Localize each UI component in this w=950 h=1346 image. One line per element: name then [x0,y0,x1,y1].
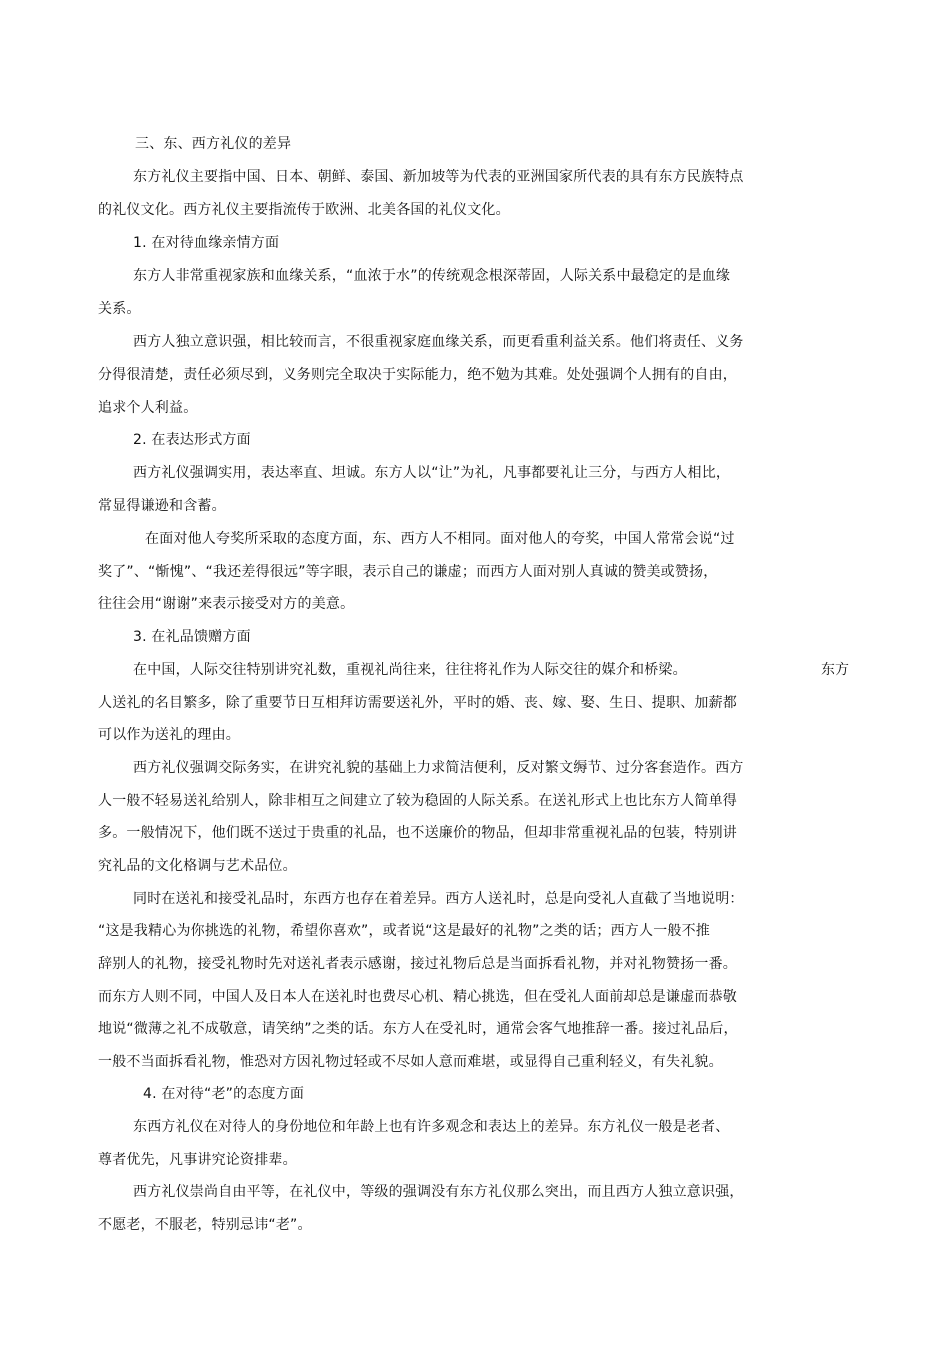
paragraph-line: 究礼品的文化格调与艺术品位。 [98,858,297,874]
subsection-heading-4: 4. 在对待“老”的态度方面 [143,1086,305,1102]
intro-line: 东方礼仪主要指中国、日本、朝鲜、泰国、新加坡等为代表的亚洲国家所代表的具有东方民族特点 [133,169,744,185]
intro-line: 的礼仪文化。西方礼仪主要指流传于欧洲、北美各国的礼仪文化。 [98,202,510,218]
paragraph-line: 而东方人则不同，中国人及日本人在送礼时也费尽心机、精心挑选，但在受礼人面前却总是谦虚而恭敬 [98,989,737,1005]
paragraph-line: 辞别人的礼物，接受礼物时先对送礼者表示感谢，接过礼物后总是当面拆看礼物，并对礼物赞扬一番。 [98,956,737,972]
paragraph-line: 西方人独立意识强，相比较而言，不很重视家庭血缘关系，而更看重利益关系。他们将责任、义务 [133,334,744,350]
paragraph-line-continuation: 东方 [821,662,849,678]
paragraph-line: 人送礼的名目繁多，除了重要节日互相拜访需要送礼外，平时的婚、丧、嫁、娶、生日、提职、加薪都 [98,695,737,711]
paragraph-line: 人一般不轻易送礼给别人，除非相互之间建立了较为稳固的人际关系。在送礼形式上也比东方人简单得 [98,793,737,809]
paragraph-line: 可以作为送礼的理由。 [98,727,240,743]
paragraph-line: 西方礼仪强调交际务实，在讲究礼貌的基础上力求简洁便利，反对繁文缛节、过分客套造作。西方 [133,760,744,776]
paragraph-line: 往往会用“谢谢”来表示接受对方的美意。 [98,596,355,612]
paragraph-line: 东西方礼仪在对待人的身份地位和年龄上也有许多观念和表达上的差异。东方礼仪一般是老者、 [133,1119,730,1135]
subsection-heading-2: 2. 在表达形式方面 [133,432,251,448]
paragraph-line: 分得很清楚，责任必须尽到，义务则完全取决于实际能力，绝不勉为其难。处处强调个人拥有的自由， [98,367,737,383]
paragraph-line: 西方礼仪崇尚自由平等，在礼仪中，等级的强调没有东方礼仪那么突出，而且西方人独立意识强， [133,1184,744,1200]
subsection-heading-3: 3. 在礼品馈赠方面 [133,629,251,645]
paragraph-line: 一般不当面拆看礼物，惟恐对方因礼物过轻或不尽如人意而难堪，或显得自己重利轻义，有失礼貌。 [98,1054,723,1070]
paragraph-line: 多。一般情况下，他们既不送过于贵重的礼品，也不送廉价的物品，但却非常重视礼品的包装，特别讲 [98,825,737,841]
paragraph-line: 常显得谦逊和含蓄。 [98,498,226,514]
paragraph-line: 在中国，人际交往特别讲究礼数，重视礼尚往来，往往将礼作为人际交往的媒介和桥梁。 [133,662,687,678]
paragraph-line: 不愿老，不服老，特别忌讳“老”。 [98,1217,312,1233]
paragraph-line: 尊者优先，凡事讲究论资排辈。 [98,1152,297,1168]
paragraph-line: 地说“微薄之礼不成敬意，请笑纳”之类的话。东方人在受礼时，通常会客气地推辞一番。接过礼品后， [98,1021,738,1037]
paragraph-line: 同时在送礼和接受礼品时，东西方也存在着差异。西方人送礼时，总是向受礼人直截了当地说明： [133,891,744,907]
paragraph-line: 东方人非常重视家族和血缘关系，“血浓于水”的传统观念根深蒂固，人际关系中最稳定的是血缘 [133,268,731,284]
section-heading: 三、东、西方礼仪的差异 [135,136,292,152]
paragraph-line: “这是我精心为你挑选的礼物，希望你喜欢”，或者说“这是最好的礼物”之类的话；西方人一般不推 [98,923,711,939]
paragraph-line: 关系。 [98,301,141,317]
paragraph-line: 西方礼仪强调实用，表达率直、坦诚。东方人以“让”为礼，凡事都要礼让三分，与西方人相比， [133,465,731,481]
paragraph-line: 在面对他人夸奖所采取的态度方面，东、西方人不相同。面对他人的夸奖，中国人常常会说“过 [145,531,735,547]
paragraph-line: 奖了”、“惭愧”、“我还差得很远”等字眼，表示自己的谦虚；而西方人面对别人真诚的赞美或赞扬， [98,564,718,580]
paragraph-line: 追求个人利益。 [98,400,198,416]
subsection-heading-1: 1. 在对待血缘亲情方面 [133,235,280,251]
